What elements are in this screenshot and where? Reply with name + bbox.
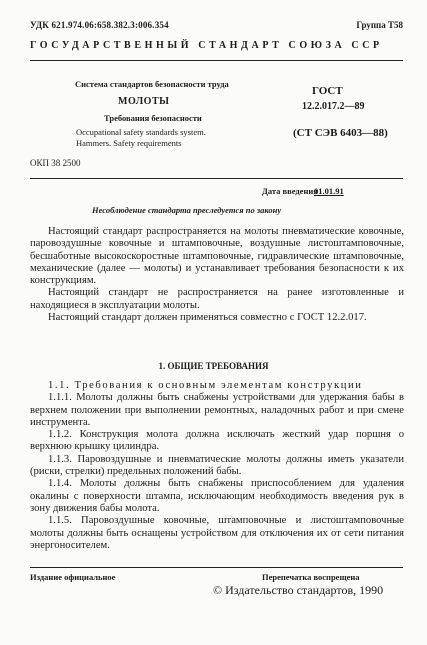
okp-code: ОКП 38 2500	[30, 158, 81, 168]
clause-paragraph: 1.1.3. Паровоздушные и пневматические молоты должны иметь указатели (риски, стрелки) предельных положений бабы.	[30, 453, 404, 478]
middle-divider	[30, 178, 403, 179]
official-edition: Издание официальное	[30, 572, 116, 582]
section-text	[30, 380, 404, 552]
document-title: МОЛОТЫ	[118, 96, 170, 107]
gost-number: 12.2.017.2—89	[302, 101, 365, 112]
reprint-prohibited: Перепечатка воспрещена	[262, 572, 360, 582]
clause-paragraph: 1.1.1. Молоты должны быть снабжены устройствами для удержания бабы в верхнем положении при выполнении ремонтных, наладочных работ и при смене инструмента.	[30, 392, 404, 428]
intro-paragraph: Настоящий стандарт не распространяется на ранее изготовленные и находящиеся в эксплуатации молоты.	[30, 287, 404, 311]
intro-text	[30, 226, 404, 324]
top-divider	[30, 60, 403, 61]
document-subtitle: Требования безопасности	[104, 113, 202, 123]
state-standard-heading: ГОСУДАРСТВЕННЫЙ СТАНДАРТ СОЮЗА ССР	[30, 40, 383, 51]
standards-system-line: Система стандартов безопасности труда	[75, 79, 229, 89]
english-title-line-1: Occupational safety standards system.	[76, 127, 206, 137]
gost-label: ГОСТ	[312, 85, 343, 97]
effective-date-value: 01.01.91	[314, 186, 344, 196]
clause-paragraph: 1.1.4. Молоты должны быть снабжены приспособлением для удаления окалины с поверхности штампа, исключающим необходимость введения рук в зону движения бабы молота.	[30, 478, 404, 514]
clause-paragraph: 1.1.5. Паровоздушные ковочные, штамповочные и листоштамповочные молоты должны быть оснащены устройством для отключения их от сети питания энергоносителем.	[30, 515, 404, 551]
intro-paragraph: Настоящий стандарт должен применяться совместно с ГОСТ 12.2.017.	[48, 312, 367, 324]
udk-code: УДК 621.974.06:658.382.3:006.354	[30, 20, 169, 30]
section-title: 1. ОБЩИЕ ТРЕБОВАНИЯ	[158, 361, 269, 371]
bottom-divider	[30, 567, 403, 568]
law-notice: Несоблюдение стандарта преследуется по закону	[92, 205, 282, 215]
intro-paragraph: Настоящий стандарт распространяется на молоты пневматические ковочные, паровоздушные ковочные и штамповочные, воздушные листоштамповочные, бесшаботные высокоскоростные штамповочные, гидравлические штамповочные, механические (далее — молоты) и устанавливает требования безопасности к их конструкциям.	[30, 226, 404, 287]
subsection-heading: 1.1. Требования к основным элементам конструкции	[48, 380, 363, 391]
copyright-notice: © Издательство стандартов, 1990	[213, 583, 384, 597]
effective-date-label: Дата введения	[262, 186, 318, 196]
st-sev-number: (СТ СЭВ 6403—88)	[293, 127, 388, 139]
group-code: Группа Т58	[356, 20, 403, 30]
english-title-line-2: Hammers. Safety requirements	[76, 138, 182, 148]
clause-paragraph: 1.1.2. Конструкция молота должна исключать жесткий удар поршня о верхнюю крышку цилиндра.	[30, 429, 404, 453]
